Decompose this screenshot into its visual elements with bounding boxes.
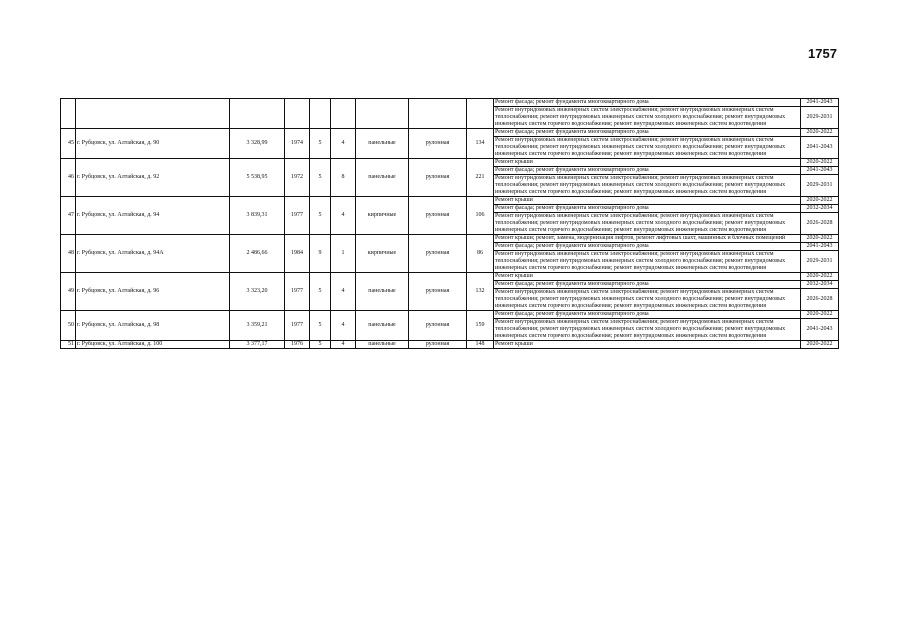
work-type-cell: Ремонт внутридомовых инженерных систем электроснабжения; ремонт внутридомовых инженерных систем теплоснабжения; ремонт внутридомовых инженерных систем холодного водоснабжения; ремонт внутридомовых инженерных систем горячего водоснабжения; ремонт внутридомовых инженерных систем водоотведения (494, 107, 801, 129)
year-cell: 1977 (285, 311, 310, 341)
wall-material-cell: кирпичные (356, 235, 409, 273)
area-cell (230, 99, 285, 129)
area-cell: 2 486,66 (230, 235, 285, 273)
work-type-cell: Ремонт крыши; ремонт, замена, модернизация лифтов, ремонт лифтовых шахт, машинных и блочных помещений (494, 235, 801, 243)
entrances-cell: 4 (331, 129, 356, 159)
work-type-cell: Ремонт фасада; ремонт фундамента многоквартирного дома (494, 281, 801, 289)
entrances-cell: 4 (331, 273, 356, 311)
residents-cell: 134 (467, 129, 494, 159)
residents-cell: 159 (467, 311, 494, 341)
residents-cell: 132 (467, 273, 494, 311)
year-cell: 1977 (285, 273, 310, 311)
work-type-cell: Ремонт крыши (494, 273, 801, 281)
area-cell: 5 538,95 (230, 159, 285, 197)
entrances-cell (331, 99, 356, 129)
period-cell: 2032-2034 (801, 281, 839, 289)
roof-type-cell: рулонная (409, 197, 467, 235)
work-type-cell: Ремонт фасада; ремонт фундамента многоквартирного дома (494, 99, 801, 107)
period-cell: 2041-2043 (801, 319, 839, 341)
row-number (61, 99, 76, 129)
period-cell: 2029-2031 (801, 251, 839, 273)
work-type-cell: Ремонт внутридомовых инженерных систем электроснабжения; ремонт внутридомовых инженерных систем теплоснабжения; ремонт внутридомовых инженерных систем холодного водоснабжения; ремонт внутридомовых инженерных систем горячего водоснабжения; ремонт внутридомовых инженерных систем водоотведения (494, 213, 801, 235)
year-cell: 1974 (285, 129, 310, 159)
work-type-cell: Ремонт внутридомовых инженерных систем электроснабжения; ремонт внутридомовых инженерных систем теплоснабжения; ремонт внутридомовых инженерных систем холодного водоснабжения; ремонт внутридомовых инженерных систем горячего водоснабжения; ремонт внутридомовых инженерных систем водоотведения (494, 137, 801, 159)
row-number: 46 (61, 159, 76, 197)
residents-cell: 221 (467, 159, 494, 197)
address-cell: г. Рубцовск, ул. Алтайская, д. 94 (76, 197, 230, 235)
work-type-cell: Ремонт внутридомовых инженерных систем электроснабжения; ремонт внутридомовых инженерных систем теплоснабжения; ремонт внутридомовых инженерных систем холодного водоснабжения; ремонт внутридомовых инженерных систем горячего водоснабжения; ремонт внутридомовых инженерных систем водоотведения (494, 319, 801, 341)
period-cell: 2041-2043 (801, 137, 839, 159)
address-cell: г. Рубцовск, ул. Алтайская, д. 98 (76, 311, 230, 341)
floors-cell: 5 (310, 311, 331, 341)
work-type-cell: Ремонт крыши (494, 341, 801, 349)
floors-cell (310, 99, 331, 129)
work-type-cell: Ремонт фасада; ремонт фундамента многоквартирного дома (494, 129, 801, 137)
year-cell: 1976 (285, 341, 310, 349)
year-cell (285, 99, 310, 129)
table-row (61, 129, 839, 137)
period-cell: 2032-2034 (801, 205, 839, 213)
address-cell (76, 99, 230, 129)
wall-material-cell: панельные (356, 311, 409, 341)
work-type-cell: Ремонт внутридомовых инженерных систем электроснабжения; ремонт внутридомовых инженерных систем теплоснабжения; ремонт внутридомовых инженерных систем холодного водоснабжения; ремонт внутридомовых инженерных систем горячего водоснабжения; ремонт внутридомовых инженерных систем водоотведения (494, 289, 801, 311)
period-cell: 2020-2022 (801, 311, 839, 319)
period-cell: 2020-2022 (801, 159, 839, 167)
table-row (61, 99, 839, 107)
period-cell: 2029-2031 (801, 107, 839, 129)
year-cell: 1972 (285, 159, 310, 197)
wall-material-cell: панельные (356, 159, 409, 197)
period-cell: 2020-2022 (801, 341, 839, 349)
work-type-cell: Ремонт крыши (494, 197, 801, 205)
row-number: 47 (61, 197, 76, 235)
row-number: 51 (61, 341, 76, 349)
period-cell: 2026-2028 (801, 213, 839, 235)
residents-cell: 148 (467, 341, 494, 349)
wall-material-cell: панельные (356, 273, 409, 311)
entrances-cell: 4 (331, 311, 356, 341)
row-number: 48 (61, 235, 76, 273)
wall-material-cell: панельные (356, 129, 409, 159)
page-number: 1757 (808, 46, 837, 61)
period-cell: 2041-2043 (801, 99, 839, 107)
period-cell: 2020-2022 (801, 273, 839, 281)
roof-type-cell: рулонная (409, 129, 467, 159)
year-cell: 1984 (285, 235, 310, 273)
table-body (61, 99, 839, 349)
roof-type-cell: рулонная (409, 235, 467, 273)
area-cell: 3 377,17 (230, 341, 285, 349)
entrances-cell: 4 (331, 197, 356, 235)
residents-cell: 106 (467, 197, 494, 235)
area-cell: 3 323,20 (230, 273, 285, 311)
repair-schedule-table (60, 98, 839, 349)
floors-cell: 9 (310, 235, 331, 273)
period-cell: 2041-2043 (801, 243, 839, 251)
work-type-cell: Ремонт внутридомовых инженерных систем электроснабжения; ремонт внутридомовых инженерных систем теплоснабжения; ремонт внутридомовых инженерных систем холодного водоснабжения; ремонт внутридомовых инженерных систем горячего водоснабжения; ремонт внутридомовых инженерных систем водоотведения (494, 175, 801, 197)
address-cell: г. Рубцовск, ул. Алтайская, д. 100 (76, 341, 230, 349)
table-row (61, 197, 839, 205)
table-row (61, 159, 839, 167)
address-cell: г. Рубцовск, ул. Алтайская, д. 92 (76, 159, 230, 197)
wall-material-cell: панельные (356, 341, 409, 349)
address-cell: г. Рубцовск, ул. Алтайская, д. 96 (76, 273, 230, 311)
address-cell: г. Рубцовск, ул. Алтайская, д. 94А (76, 235, 230, 273)
period-cell: 2029-2031 (801, 175, 839, 197)
roof-type-cell: рулонная (409, 159, 467, 197)
row-number: 50 (61, 311, 76, 341)
entrances-cell: 1 (331, 235, 356, 273)
residents-cell (467, 99, 494, 129)
work-type-cell: Ремонт крыши (494, 159, 801, 167)
table-row (61, 235, 839, 243)
period-cell: 2020-2022 (801, 197, 839, 205)
floors-cell: 5 (310, 129, 331, 159)
area-cell: 3 328,99 (230, 129, 285, 159)
row-number: 45 (61, 129, 76, 159)
residents-cell: 86 (467, 235, 494, 273)
work-type-cell: Ремонт внутридомовых инженерных систем электроснабжения; ремонт внутридомовых инженерных систем теплоснабжения; ремонт внутридомовых инженерных систем холодного водоснабжения; ремонт внутридомовых инженерных систем горячего водоснабжения; ремонт внутридомовых инженерных систем водоотведения (494, 251, 801, 273)
area-cell: 3 359,21 (230, 311, 285, 341)
entrances-cell: 4 (331, 341, 356, 349)
floors-cell: 5 (310, 273, 331, 311)
roof-type-cell: рулонная (409, 311, 467, 341)
table-row (61, 341, 839, 349)
floors-cell: 5 (310, 159, 331, 197)
table-row (61, 311, 839, 319)
work-type-cell: Ремонт фасада; ремонт фундамента многоквартирного дома (494, 243, 801, 251)
period-cell: 2020-2022 (801, 235, 839, 243)
area-cell: 3 839,31 (230, 197, 285, 235)
roof-type-cell (409, 99, 467, 129)
work-type-cell: Ремонт фасада; ремонт фундамента многоквартирного дома (494, 167, 801, 175)
year-cell: 1977 (285, 197, 310, 235)
work-type-cell: Ремонт фасада; ремонт фундамента многоквартирного дома (494, 205, 801, 213)
wall-material-cell (356, 99, 409, 129)
floors-cell: 5 (310, 341, 331, 349)
table-row (61, 273, 839, 281)
period-cell: 2026-2028 (801, 289, 839, 311)
period-cell: 2020-2022 (801, 129, 839, 137)
row-number: 49 (61, 273, 76, 311)
work-type-cell: Ремонт фасада; ремонт фундамента многоквартирного дома (494, 311, 801, 319)
wall-material-cell: кирпичные (356, 197, 409, 235)
roof-type-cell: рулонная (409, 341, 467, 349)
period-cell: 2041-2043 (801, 167, 839, 175)
floors-cell: 5 (310, 197, 331, 235)
entrances-cell: 8 (331, 159, 356, 197)
address-cell: г. Рубцовск, ул. Алтайская, д. 90 (76, 129, 230, 159)
roof-type-cell: рулонная (409, 273, 467, 311)
